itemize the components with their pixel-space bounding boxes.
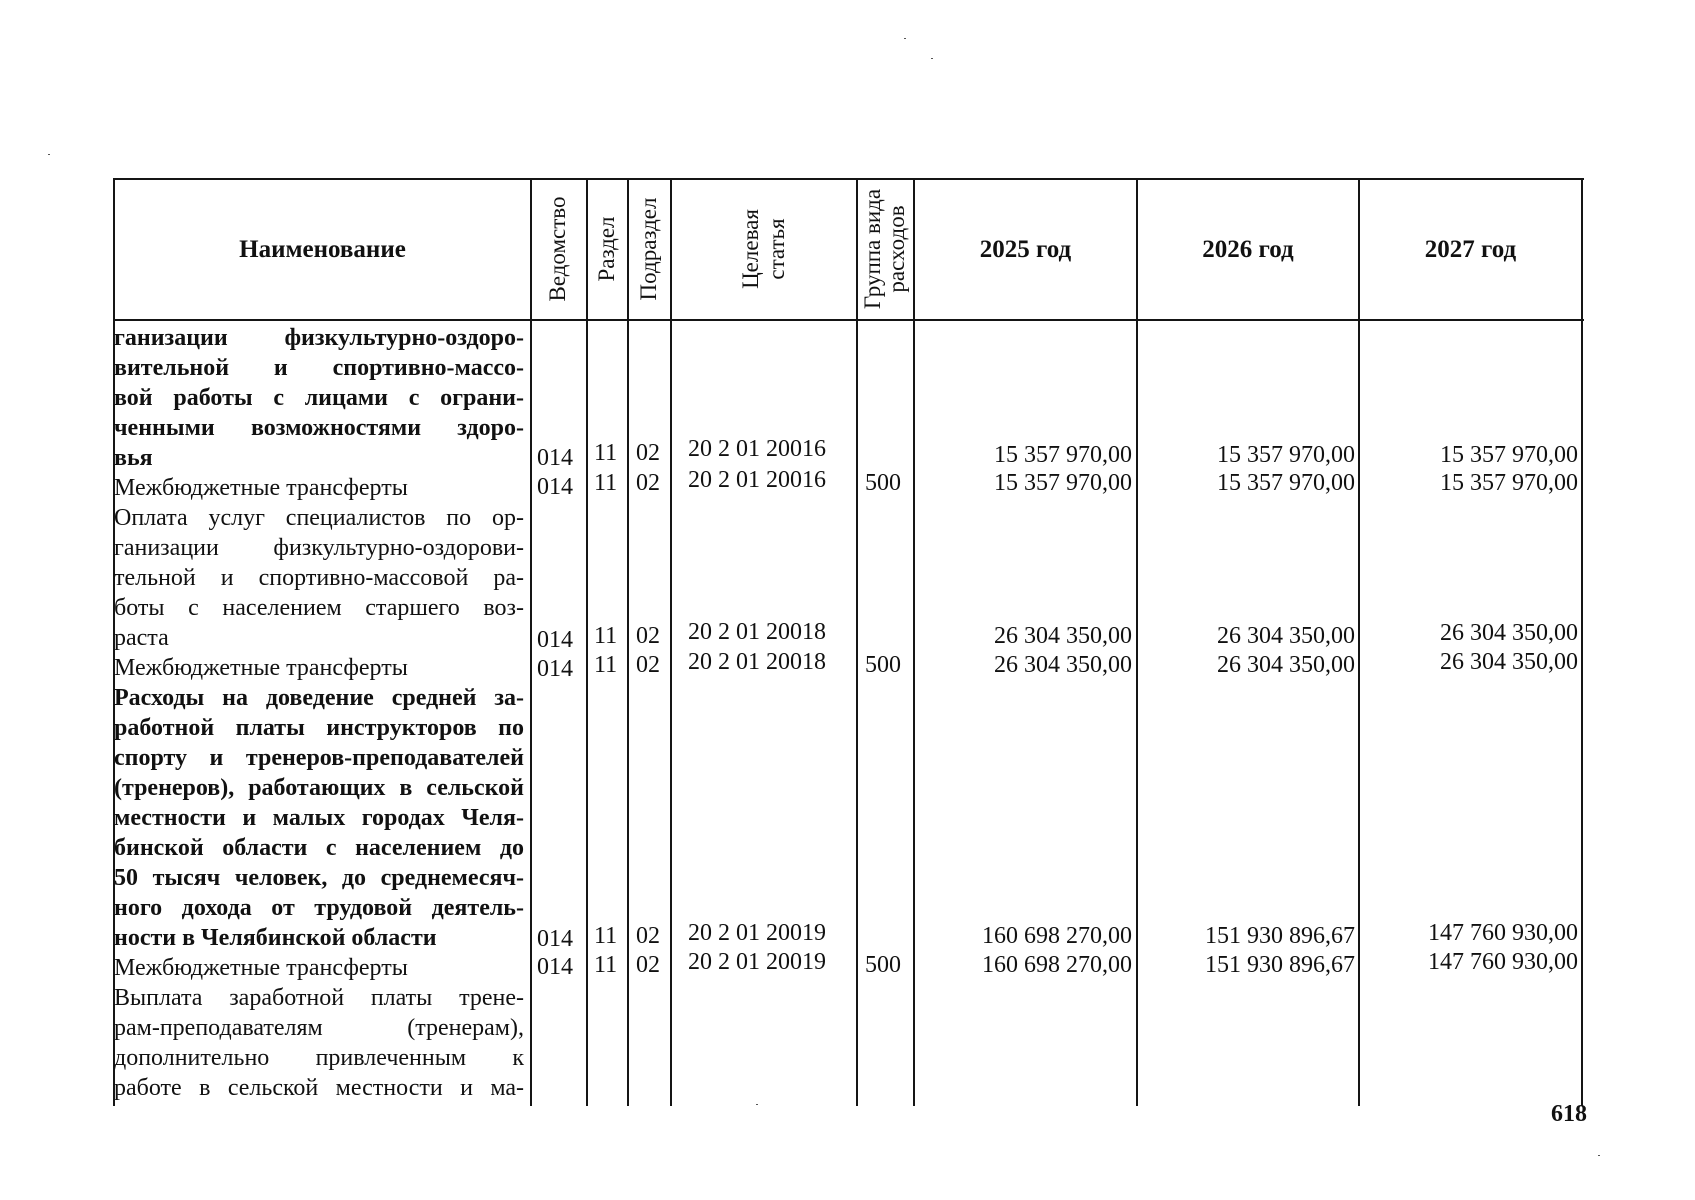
row-value-2026: 26 304 350,00: [1217, 623, 1355, 649]
header-name: Наименование: [239, 235, 406, 263]
row-department: 014: [537, 926, 573, 952]
row-section: 11: [594, 623, 618, 649]
row-name-line: вья: [114, 445, 153, 471]
row-target: 20 2 01 20018: [688, 619, 826, 645]
row-value-2025: 15 357 970,00: [994, 442, 1132, 468]
row-department: 014: [537, 954, 573, 980]
row-value-2025: 160 698 270,00: [982, 923, 1132, 949]
col-divider-subsection: [670, 178, 672, 1106]
row-name-line: вой работы с лицами с ограни-: [114, 385, 524, 411]
row-name-line: дополнительно привлеченным к: [114, 1045, 524, 1071]
row-value-2027: 147 760 930,00: [1428, 949, 1578, 975]
row-name-line: ности в Челябинской области: [114, 925, 437, 951]
row-target: 20 2 01 20019: [688, 949, 826, 975]
row-value-2027: 15 357 970,00: [1440, 442, 1578, 468]
header-bottom-border: [114, 319, 1584, 321]
row-name-line: местности и малых городах Челя-: [114, 805, 524, 831]
table-right-border: [1581, 178, 1583, 1106]
row-name-line: раста: [114, 625, 169, 651]
row-name-line: ного дохода от трудовой деятель-: [114, 895, 524, 921]
scan-speck: [904, 38, 906, 39]
row-name-line: Межбюджетные трансферты: [114, 475, 408, 501]
row-name-line: боты с населением старшего воз-: [114, 595, 524, 621]
row-name-line: ченными возможностями здоро-: [114, 415, 524, 441]
col-divider-name: [530, 178, 532, 1106]
header-target-article-line1: Целевая: [738, 209, 763, 289]
row-subsection: 02: [636, 923, 660, 949]
row-name-line: Расходы на доведение средней за-: [114, 685, 524, 711]
row-name-line: ганизации физкультурно-оздорови-: [114, 535, 524, 561]
row-section: 11: [594, 652, 618, 678]
header-subsection: Подраздел: [636, 197, 661, 301]
header-2026: 2026 год: [1202, 235, 1294, 263]
row-name-line: Межбюджетные трансферты: [114, 655, 408, 681]
row-value-2026: 15 357 970,00: [1217, 442, 1355, 468]
row-department: 014: [537, 656, 573, 682]
row-target: 20 2 01 20016: [688, 467, 826, 493]
row-value-2027: 26 304 350,00: [1440, 649, 1578, 675]
row-value-2027: 26 304 350,00: [1440, 620, 1578, 646]
row-name-line: тельной и спортивно-массовой ра-: [114, 565, 524, 591]
row-department: 014: [537, 445, 573, 471]
row-department: 014: [537, 627, 573, 653]
row-subsection: 02: [636, 652, 660, 678]
header-department: Ведомство: [545, 196, 570, 302]
row-subsection: 02: [636, 623, 660, 649]
row-name-line: ганизации физкультурно-оздоро-: [114, 325, 524, 351]
row-target: 20 2 01 20016: [688, 436, 826, 462]
row-name-line: вительной и спортивно-массо-: [114, 355, 524, 381]
header-2027: 2027 год: [1424, 235, 1517, 263]
row-value-2025: 15 357 970,00: [994, 470, 1132, 496]
row-name-line: 50 тысяч человек, до среднемесяч-: [114, 865, 524, 891]
header-expense-group-line2: расходов: [884, 205, 909, 293]
row-value-2026: 26 304 350,00: [1217, 652, 1355, 678]
page-number: 618: [1551, 1101, 1587, 1127]
scan-speck: [1598, 1155, 1600, 1156]
row-name-line: рам-преподавателям (тренерам),: [114, 1015, 524, 1041]
row-target: 20 2 01 20018: [688, 649, 826, 675]
scan-speck: [756, 1104, 758, 1105]
row-value-2026: 151 930 896,67: [1205, 923, 1355, 949]
row-expense-group: 500: [865, 470, 901, 496]
row-department: 014: [537, 474, 573, 500]
scan-speck: [48, 154, 50, 155]
row-subsection: 02: [636, 470, 660, 496]
row-name-line: спорту и тренеров-преподавателей: [114, 745, 524, 771]
row-name-line: Оплата услуг специалистов по ор-: [114, 505, 524, 531]
col-divider-section: [627, 178, 629, 1106]
row-name-line: Выплата заработной платы трене-: [114, 985, 524, 1011]
row-value-2027: 147 760 930,00: [1428, 920, 1578, 946]
row-subsection: 02: [636, 952, 660, 978]
row-name-line: Межбюджетные трансферты: [114, 955, 408, 981]
row-value-2025: 26 304 350,00: [994, 652, 1132, 678]
scan-speck: [931, 58, 933, 59]
row-value-2025: 26 304 350,00: [994, 623, 1132, 649]
row-value-2025: 160 698 270,00: [982, 952, 1132, 978]
header-section: Раздел: [594, 216, 619, 282]
col-divider-department: [586, 178, 588, 1106]
row-name-line: (тренеров), работающих в сельской: [114, 775, 524, 801]
row-value-2027: 15 357 970,00: [1440, 470, 1578, 496]
row-subsection: 02: [636, 440, 660, 466]
row-section: 11: [594, 923, 618, 949]
row-expense-group: 500: [865, 652, 901, 678]
header-expense-group-line1: Группа вида: [860, 188, 885, 310]
row-target: 20 2 01 20019: [688, 920, 826, 946]
row-value-2026: 15 357 970,00: [1217, 470, 1355, 496]
header-2025: 2025 год: [979, 235, 1072, 263]
row-name-line: работной платы инструкторов по: [114, 715, 524, 741]
row-name-line: работе в сельской местности и ма-: [114, 1075, 524, 1101]
header-target-article-line2: статья: [764, 218, 789, 280]
row-section: 11: [594, 952, 618, 978]
row-section: 11: [594, 470, 618, 496]
row-section: 11: [594, 440, 618, 466]
row-expense-group: 500: [865, 952, 901, 978]
row-value-2026: 151 930 896,67: [1205, 952, 1355, 978]
row-name-line: бинской области с населением до: [114, 835, 524, 861]
col-divider-target: [856, 178, 858, 1106]
